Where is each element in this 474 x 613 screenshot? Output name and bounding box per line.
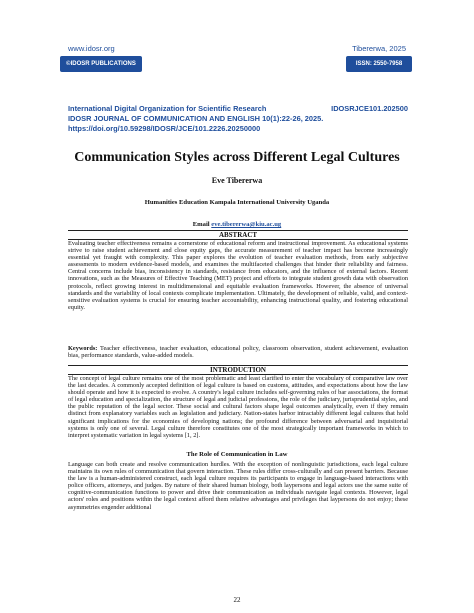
publications-badge: ©IDOSR PUBLICATIONS <box>60 56 142 72</box>
journal-name: IDOSR JOURNAL OF COMMUNICATION AND ENGLISH 10(1):22-26, 2025. <box>68 114 324 123</box>
author-affiliation: Humanities Education Kampala International University Uganda <box>144 199 330 206</box>
journal-code: IDOSRJCE101.202500 <box>331 104 408 113</box>
issn-badge: ISSN: 2550-7958 <box>346 56 412 72</box>
keywords-text: Teacher effectiveness, teacher evaluation, educational policy, classroom observation, student achievement, evaluation bias, performance standards, value-added models. <box>68 345 408 360</box>
organization-name: International Digital Organization for Scientific Research <box>68 104 267 113</box>
article-author: Eve Tibererwa <box>211 176 263 185</box>
abstract-heading: ABSTRACT <box>68 230 408 240</box>
website-link[interactable]: www.idosr.org <box>68 44 115 53</box>
publisher-band <box>60 56 412 72</box>
doi-link[interactable]: https://doi.org/10.59298/IDOSR/JCE/101.2226.20250000 <box>68 124 261 133</box>
role-section-heading: The Role of Communication in Law <box>186 451 288 458</box>
introduction-text: The concept of legal culture remains one of the most problematic and least clarified to enter the vocabulary of comparative law over the last decades. A commonly accepted definition of legal culture is based on customs, attitudes, and expectations about how the law should operate and how it is expected to evolve. A country's legal culture includes self-governing rules of bar associations, the format of legal education and specialization, the structure of legal and judicial professions, the role of the judiciary, jurisprudential styles, and the public reputation of the legal sector. These social and cultural factors shape legal outcomes analytically, even if they remain distinct from explanatory variables such as legislation and judiciary. Nation-states harbor intractably different legal cultures that hold significant implications for the economies of developing nations; the profound difference between adversarial and inquisitorial systems is only one of several. Legal culture therefore constitutes one of the most strategically important frameworks in which to interpret systematic variation in legal systems [1, 2]. <box>68 375 408 439</box>
author-year: Tibererwa, 2025 <box>352 44 406 53</box>
keywords-label: Keywords: <box>68 345 98 352</box>
page-number: 22 <box>233 596 241 604</box>
article-title: Communication Styles across Different Legal Cultures <box>74 150 400 165</box>
keywords-line <box>68 345 408 359</box>
email-label: Email <box>192 221 210 228</box>
abstract-text: Evaluating teacher effectiveness remains a cornerstone of educational reform and instructional improvement. As educational systems strive to raise student achievement and close equity gaps, the accurate measurement of teacher impact has become increasingly essential yet fraught with complexity. This paper explores the evolution of teacher evaluation methods, from early subjective assessments to modern evidence-based models, and examines the multifaceted challenges that hinder their reliability and fairness. Central concerns include bias, inconsistency in standards, resistance from educators, and the influence of external factors. Recent innovations, such as the Measures of Effective Teaching (MET) project and efforts to integrate student growth data with observation protocols, reflect growing interest in multidimensional and equitable evaluation frameworks. However, the absence of universal standards and the variability of local contexts complicate implementation. Ultimately, the development of reliable, valid, and context-sensitive evaluation systems is crucial for ensuring teacher accountability, enhancing instructional quality, and fostering educational equity. <box>68 240 408 311</box>
role-section-text: Language can both create and resolve communication hurdles. With the exception of nonlinguistic jurisdictions, each legal culture maintains its own rules of communication that govern interaction. These rules differ cross-culturally and can present barriers. Because the law is a human-administered construct, each legal culture requires its participants to engage in language-based interactions with police officers, attorneys, and judges. By nature of their shared human biology, both laypersons and legal actors use the same suite of cognitive-communication functions to power and drive their communication as individuals navigate legal contexts. However, legal actors' roles and positions within the legal context afford them relative advantages and privileges that laypersons do not enjoy; these asymmetries engender additional <box>68 461 408 511</box>
author-email-line <box>0 221 474 228</box>
introduction-heading: INTRODUCTION <box>68 365 408 375</box>
journal-info <box>68 104 408 134</box>
email-link[interactable]: eve.tibererwa@kiu.ac.ug <box>211 221 282 228</box>
